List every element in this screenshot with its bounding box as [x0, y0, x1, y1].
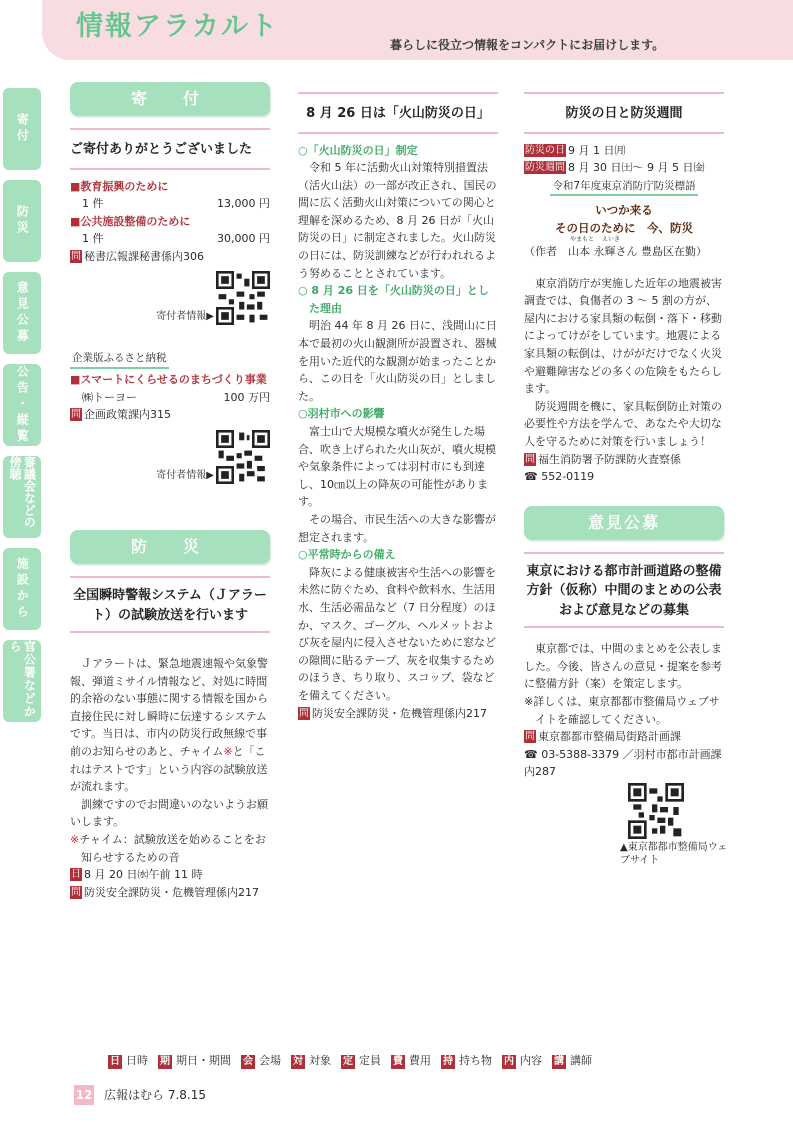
divider — [524, 626, 724, 628]
column-left — [70, 82, 270, 901]
publication-name: 広報はむら 7.8.15 — [104, 1088, 206, 1102]
icon-legend — [108, 1052, 592, 1070]
bosai-day-body: 防災の日 9 月 1 日㈪ 防災週間 8 月 30 日㈯～ 9 月 5 日㈮ 令和7年度東京消防庁防災標語 いつか来る その日のために 今、防災 やまもと えいき （作者 山本 永輝さん 豊島区在勤） 東京消防庁が実施した近年の地震被害調査では、負傷者の 3 ～ 5 割の方が、屋内における家具類の転倒・落下・移動によってけがをしています。地震による家具類の転倒は、けががだけでなく火災や避難障害などの多くの危険をもたらします。 防災週間を機に、家具転倒防止対策の必要性や方法を学んで、あなたや大切な人を守るために対策を行いましょう！ 問 福生消防署予防課防火査察係 ☎ 552-0119 — [524, 143, 722, 484]
page-subtitle: 暮らしに役立つ情報をコンパクトにお届けします。 — [390, 38, 665, 52]
legend-item: 対 対象 — [293, 1054, 331, 1067]
author-ruby: やまもと えいき — [570, 235, 621, 243]
kazan-article-title: 8 月 26 日は「火山防災の日」 — [306, 106, 490, 121]
tab-iken[interactable]: 意見公募 — [3, 272, 41, 354]
tab-kifu[interactable]: 寄付 — [3, 88, 41, 170]
section-bosai-heading: 防 災 — [70, 530, 270, 564]
page-title: 情報アラカルト — [76, 11, 279, 42]
divider — [70, 631, 270, 633]
legend-item: 費 費用 — [393, 1054, 431, 1067]
legend-item: 持 持ち物 — [443, 1054, 492, 1067]
date-badge: 日 — [71, 869, 81, 881]
inquiry-badge: 問 — [71, 886, 81, 898]
tab-shingikai[interactable]: 審議会などの傍聴 — [3, 456, 41, 538]
kifu-article-title: ご寄付ありがとうございました — [70, 142, 253, 157]
qr-code-icon[interactable] — [216, 430, 270, 484]
jalert-body: Ｊアラートは、緊急地震速報や気象警報、弾道ミサイル情報など、対処に時間的余裕のない事態に関する情報を国から直接住民に対し瞬時に伝達するシステムです。当日は、市内の防災行政無線で事前のお知らせのあと、チャイム※と「これはテストです」という内容の試験放送が流れます。 訓練ですのでお間違いのないようお願いします。 ※チャイム：試験放送を始めることをお知らせするための音 日 8 月 20 日㈬午前 11 時 問 防災安全課防災・危機管理係内217 — [70, 657, 268, 899]
kifu-contact: 問 秘書広報課秘書係内306 — [71, 249, 204, 263]
tab-bosai[interactable]: 防災 — [3, 180, 41, 262]
inquiry-badge: 問 — [525, 731, 535, 743]
section-iken-heading: 意見公募 — [524, 506, 724, 540]
divider — [298, 132, 498, 134]
tab-kankosho[interactable]: 官公署などから — [3, 640, 41, 722]
inquiry-badge: 問 — [71, 409, 81, 421]
divider — [70, 128, 270, 130]
qr-block: ▲東京都都市整備局ウェブサイト — [628, 783, 724, 867]
qr-block: 寄付者情報▶ — [70, 430, 270, 484]
column-center — [298, 82, 498, 722]
kifu-item: ■公共施設整備のために 1 件 30,000 円 — [70, 214, 270, 246]
inquiry-badge: 問 — [71, 250, 81, 262]
legend-item: 会 会場 — [243, 1054, 281, 1067]
legend-item: 講 講師 — [554, 1054, 592, 1067]
iken-body: 東京都では、中間のまとめを公表しました。今後、皆さんの意見・提案を参考に整備方針（案）を策定します。 ※詳しくは、東京都都市整備局ウェブサイトを確認してください。 問 東京都都市整備局街路計画課 ☎ 03-5388-3379 ／羽村市都市計画課 内287 — [524, 642, 722, 779]
kazan-body: ○「火山防災の日」制定 令和 5 年に活動火山対策特別措置法（活火山法）の一部が改正され、国民の間に広く活動火山対策についての関心と理解を深めるため、8 月 26 日が「火山防災の日」に制定されました。火山防災の日には、防災訓練などが行われれるよう努めることとされています。 ○ 8 月 26 日を「火山防災の日」とした理由 明治 44 年 8 月 26 日に、浅間山に日本で最初の火山観測所が設置され、器械を用いた近代的な観測が始まったことから、この日を「火山防災の日」としました。 ○羽村市への影響 富士山で大規模な噴火が発生した場合、吹き上げられた火山灰が、噴火規模や気象条件によっては羽村市にも到達し、10㎝以上の降灰の可能性があります。 その場合、市民生活への大きな影響が想定されます。 ○平常時からの備え 降灰による健康被害や生活への影響を未然に防ぐため、食料や飲料水、生活用水、生活必需品など（7 日分程度）のほか、マスク、ゴーグル、ヘルメットおよび灰を屋内に侵入させないために窓などの隙間に貼るテープ、灰を収集するためのほうき、ちり取り、スコップ、袋などを備えてください。 問 防災安全課防災・危機管理係内217 — [298, 143, 497, 720]
legend-item: 内 内容 — [504, 1054, 542, 1067]
jalert-article-title: 全国瞬時警報システム（Ｊアラート）の試験放送を行います — [73, 588, 267, 623]
bosai-day-article-title: 防災の日と防災週間 — [565, 106, 683, 121]
furusato-block: 企業版ふるさと納税 ■スマートにくらせるのまちづくり事業 ㈱トーヨー 100 万円 問 企画政策課内315 — [70, 352, 270, 422]
divider — [298, 92, 498, 94]
page-number: 12 — [74, 1085, 94, 1105]
tab-kokoku[interactable]: 公告・縦覧 — [3, 364, 41, 446]
inquiry-badge: 問 — [299, 707, 309, 719]
qr-block: 寄付者情報▶ — [70, 271, 270, 325]
column-right — [524, 82, 728, 867]
inquiry-badge: 問 — [525, 453, 535, 465]
divider — [70, 576, 270, 578]
slogan-label: 令和7年度東京消防庁防災標語 — [550, 178, 697, 197]
tab-shisetsu[interactable]: 施設から — [3, 548, 41, 630]
divider — [524, 552, 724, 554]
divider — [524, 92, 724, 94]
section-kifu-heading: 寄 付 — [70, 82, 270, 116]
legend-item: 定 定員 — [343, 1054, 381, 1067]
qr-code-icon[interactable] — [628, 783, 684, 839]
divider — [70, 168, 270, 170]
kifu-item: ■教育振興のために 1 件 13,000 円 — [70, 179, 270, 211]
iken-article-title: 東京における都市計画道路の整備方針（仮称）中間のまとめの公表および意見などの募集 — [526, 563, 722, 618]
page-header — [42, 0, 793, 60]
divider — [524, 132, 724, 134]
legend-item: 期 期日・期間 — [160, 1054, 231, 1067]
legend-item: 日 日時 — [110, 1054, 148, 1067]
qr-code-icon[interactable] — [216, 271, 270, 325]
